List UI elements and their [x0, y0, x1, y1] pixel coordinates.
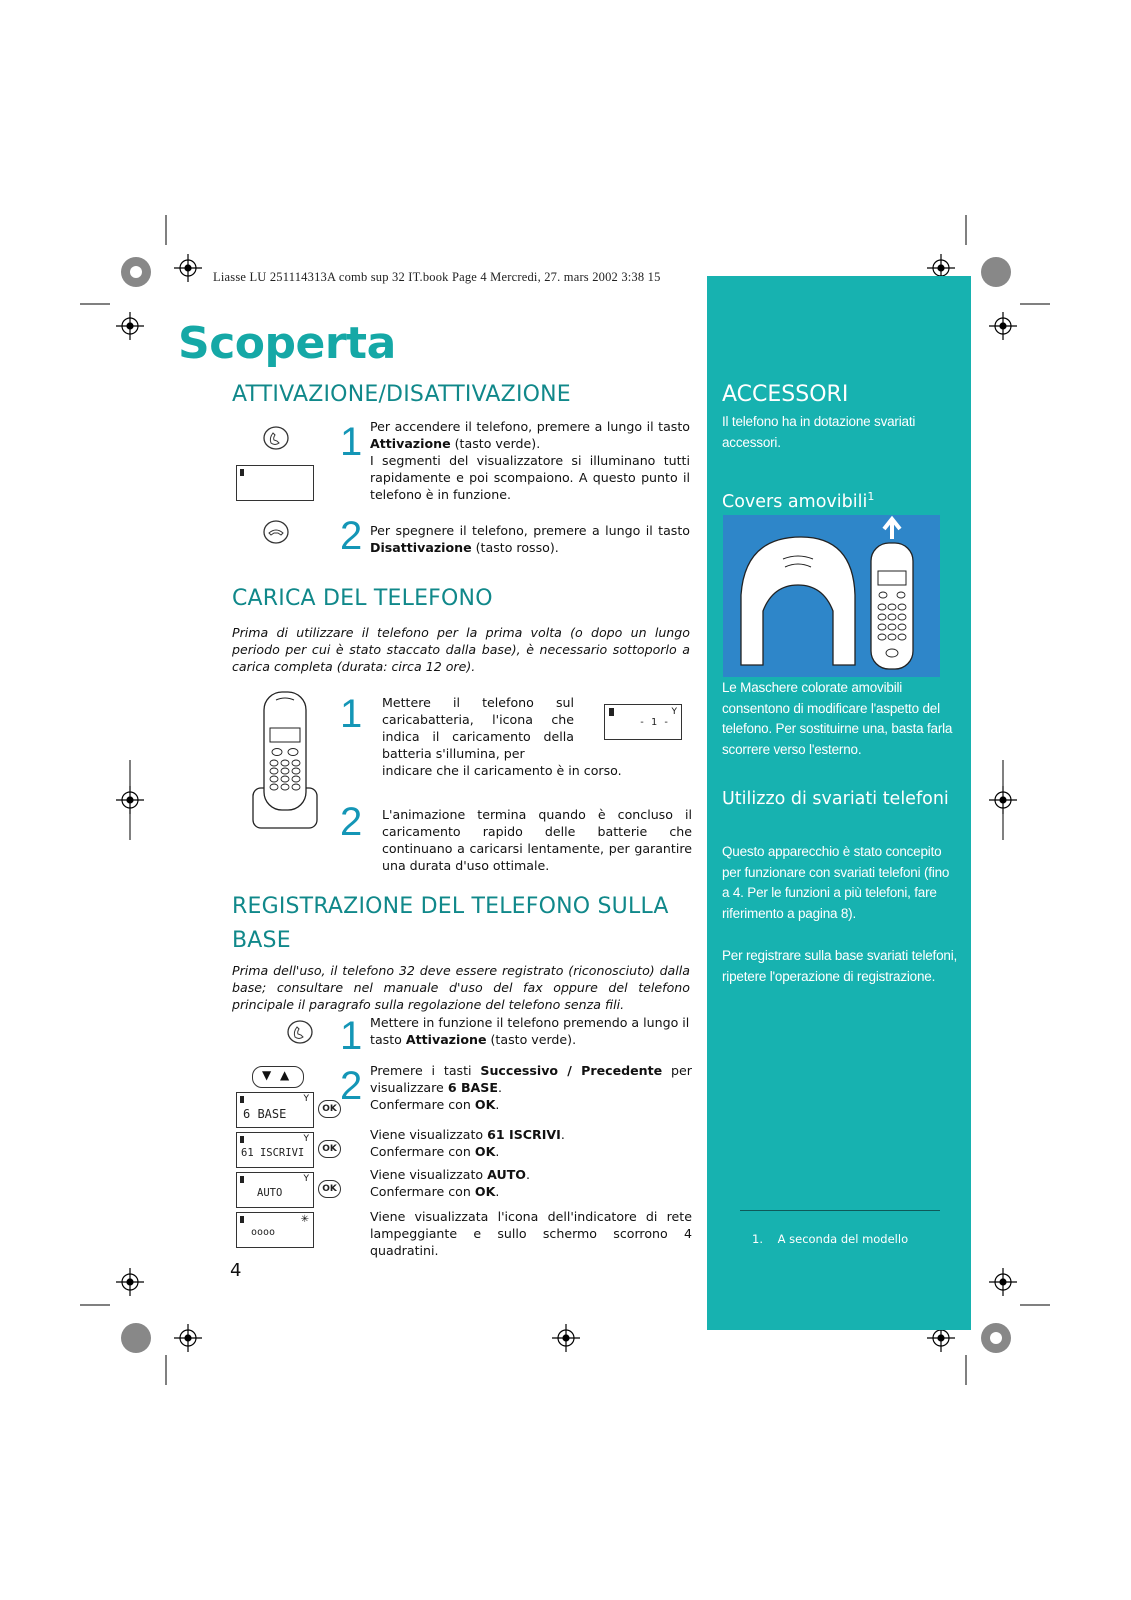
- step-text: L'animazione termina quando è concluso il caricamento rapido delle batterie che continuano a caricarsi lentamente, per garantire una durata d'uso ottimale.: [382, 807, 692, 873]
- footnote-divider: [740, 1210, 940, 1211]
- page-number: 4: [230, 1260, 242, 1281]
- lcd-text: 61 ISCRIVI: [241, 1147, 305, 1159]
- antenna-icon: Y: [303, 1094, 309, 1104]
- step-text: Per spegnere il telefono, premere a lungo il tasto Disattivazione (tasto rosso).: [370, 523, 690, 555]
- multi-text-2: Per registrare sulla base svariati telefoni, ripetere l'operazione di registrazione.: [722, 948, 958, 984]
- heading-registrazione: REGISTRAZIONE DEL TELEFONO SULLA BASE: [232, 894, 669, 953]
- battery-icon: [240, 469, 244, 476]
- charging-handset-illustration: [250, 690, 320, 832]
- footnote: 1. A seconda del modello: [752, 1232, 909, 1246]
- lcd-charging: [604, 704, 682, 740]
- file-header: Liasse LU 251114313A comb sup 32 IT.book Page 4 Mercredi, 27. mars 2002 3:38 15: [213, 270, 661, 284]
- ok-key: OK: [318, 1100, 341, 1118]
- antenna-icon: Y: [303, 1174, 309, 1184]
- step-number: 2: [340, 1064, 363, 1108]
- battery-icon: [240, 1176, 244, 1183]
- sidebar-heading-covers: Covers amovibili$^1$: [722, 490, 875, 512]
- lcd-auto: [236, 1172, 314, 1208]
- step-text: Per accendere il telefono, premere a lungo il tasto Attivazione (tasto verde). I segmenti del visualizzatore si illuminano tutti rapidamente e poi scompaiono. A questo punto il telefono è in funzione.: [370, 419, 690, 502]
- sidebar-heading-accessori: ACCESSORI: [722, 382, 849, 407]
- ok-key: OK: [318, 1140, 341, 1158]
- step-text: Viene visualizzato 61 ISCRIVI. Confermare con OK.: [370, 1127, 565, 1159]
- lcd-text: AUTO: [257, 1187, 283, 1199]
- step-text: Mettere in funzione il telefono premendo a lungo il tasto Attivazione (tasto verde).: [370, 1015, 690, 1047]
- lcd-searching: [236, 1212, 314, 1248]
- phone-off-key-icon: [262, 518, 290, 546]
- antenna-icon: Y: [671, 707, 677, 717]
- step-text: Mettere il telefono sul caricabatteria, l'icona che indica il caricamento della batteria s'illumina, per: [382, 695, 574, 761]
- sidebar-heading-multi: Utilizzo di svariati telefoni: [722, 789, 949, 809]
- ok-key: OK: [318, 1180, 341, 1198]
- step-number: 1: [340, 1014, 363, 1058]
- lcd-blank: [236, 465, 314, 501]
- step-text: Premere i tasti Successivo / Precedente per visualizzare 6 BASE. Confermare con OK.: [370, 1063, 692, 1112]
- step-text: Viene visualizzata l'icona dell'indicatore di rete lampeggiante e sullo schermo scorrono 4 quadratini.: [370, 1209, 692, 1258]
- battery-icon: [240, 1216, 244, 1223]
- heading-attivazione: ATTIVAZIONE/DISATTIVAZIONE: [232, 382, 571, 407]
- lcd-iscrivi: [236, 1132, 314, 1168]
- phone-on-key-icon: [286, 1018, 314, 1046]
- step-text: Viene visualizzato AUTO. Confermare con OK.: [370, 1167, 531, 1199]
- antenna-blink-icon: ✳: [300, 1214, 309, 1225]
- phone-on-key-icon: [262, 424, 290, 452]
- lcd-text: oooo: [251, 1227, 276, 1238]
- step-number: 2: [340, 514, 363, 558]
- registrazione-intro: Prima dell'uso, il telefono 32 deve essere registrato (riconosciuto) dalla base; consultare nel manuale d'uso del fax oppure del telefono principale il paragrafo sulla regolazione del telefono senza fili.: [232, 963, 690, 1012]
- lcd-text: - 1 -: [639, 717, 670, 728]
- multi-text: Questo apparecchio è stato concepito per funzionare con svariati telefoni (fino a 4. Per le funzioni a più telefoni, fare riferimento a pagina 8).: [722, 844, 950, 921]
- carica-intro: Prima di utilizzare il telefono per la prima volta (o dopo un lungo periodo per cui è stato staccato dalla base), è necessario sottoporlo a carica completa (durata: circa 12 ore).: [232, 625, 690, 674]
- covers-illustration: [723, 515, 940, 677]
- battery-icon: [240, 1096, 244, 1103]
- step-number: 1: [340, 692, 363, 736]
- step-text: indicare che il caricamento è in corso.: [382, 763, 622, 778]
- step-number: 1: [340, 420, 363, 464]
- lcd-text: 6 BASE: [243, 1107, 287, 1121]
- covers-text: Le Maschere colorate amovibili consentono di modificare l'aspetto del telefono. Per sostituirne una, basta farla scorrere verso l'esterno.: [722, 680, 953, 757]
- lcd-base: [236, 1092, 314, 1128]
- battery-icon: [240, 1136, 244, 1143]
- heading-carica: CARICA DEL TELEFONO: [232, 586, 493, 611]
- page-title: Scoperta: [178, 318, 396, 369]
- battery-blink-icon: [609, 708, 614, 716]
- antenna-icon: Y: [303, 1134, 309, 1144]
- step-number: 2: [340, 800, 363, 844]
- nav-keys-icon: ▼ ▲: [252, 1066, 304, 1088]
- sidebar-intro: Il telefono ha in dotazione svariati accessori.: [722, 414, 916, 450]
